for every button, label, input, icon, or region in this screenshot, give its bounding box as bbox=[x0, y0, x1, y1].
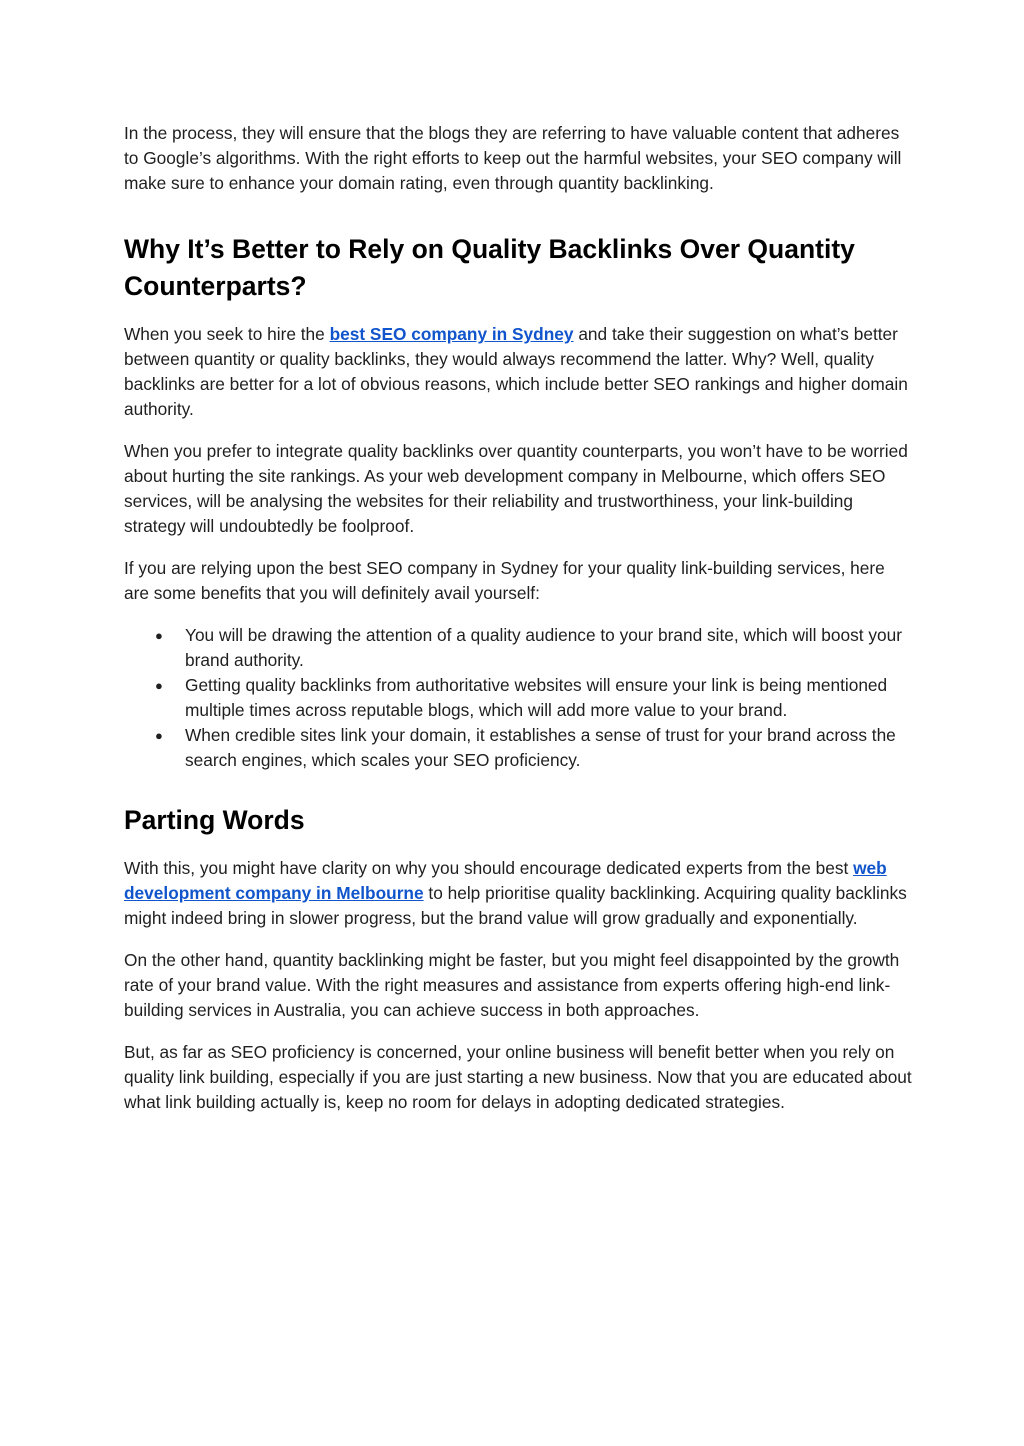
list-item bbox=[124, 623, 914, 673]
paragraph-text-before-link: With this, you might have clarity on why you should encourage dedicated experts from the best bbox=[124, 858, 854, 878]
bullet-icon: ● bbox=[155, 728, 163, 743]
link-web-development-company-melbourne[interactable]: web development company in Melbourne bbox=[124, 858, 887, 903]
intro-paragraph: In the process, they will ensure that the blogs they are referring to have valuable content that adheres to Google’s algorithms. With the right efforts to keep out the harmful websites, your SEO company will make sure to enhance your domain rating, even through quantity backlinking. bbox=[124, 123, 902, 193]
paragraph-hire-seo-company bbox=[124, 322, 914, 422]
document-page bbox=[124, 121, 914, 1115]
section-heading-quality-backlinks: Why It’s Better to Rely on Quality Backlinks Over Quantity Counterparts? bbox=[124, 234, 855, 301]
paragraph-seo-proficiency: But, as far as SEO proficiency is concerned, your online business will benefit better when you rely on quality link building, especially if you are just starting a new business. Now that you are educated about what link building actually is, keep no room for delays in adopting dedicated strategies. bbox=[124, 1042, 912, 1112]
list-item-text: Getting quality backlinks from authoritative websites will ensure your link is being mentioned multiple times across reputable blogs, which will add more value to your brand. bbox=[185, 675, 888, 720]
paragraph-text-after-link: and take their suggestion on what’s better between quantity or quality backlinks, they would always recommend the latter. Why? Well, quality backlinks are better for a lot of obvious reasons, which include better SEO rankings and higher domain authority. bbox=[124, 324, 908, 419]
paragraph-integrate-quality-backlinks: When you prefer to integrate quality backlinks over quantity counterparts, you won’t have to be worried about hurting the site rankings. As your web development company in Melbourne, which offers SEO services, will be analysing the websites for their reliability and trustworthiness, your link-building strategy will undoubtedly be foolproof. bbox=[124, 441, 908, 536]
section-heading-parting-words: Parting Words bbox=[124, 805, 305, 835]
paragraph-quantity-backlinking: On the other hand, quantity backlinking might be faster, but you might feel disappointed by the growth rate of your brand value. With the right measures and assistance from experts offering high-end link-building services in Australia, you can achieve success in both approaches. bbox=[124, 950, 900, 1020]
list-item-text: When credible sites link your domain, it establishes a sense of trust for your brand across the search engines, which scales your SEO proficiency. bbox=[185, 725, 896, 770]
benefits-list bbox=[124, 623, 914, 773]
list-item bbox=[124, 673, 914, 723]
link-best-seo-company-sydney[interactable]: best SEO company in Sydney bbox=[329, 324, 574, 344]
bullet-icon: ● bbox=[155, 628, 163, 643]
paragraph-text-before-link: When you seek to hire the bbox=[124, 324, 330, 344]
list-item bbox=[124, 723, 914, 773]
list-item-text: You will be drawing the attention of a quality audience to your brand site, which will boost your brand authority. bbox=[185, 625, 902, 670]
paragraph-text-after-link: to help prioritise quality backlinking. Acquiring quality backlinks might indeed bring in slower progress, but the brand value will grow gradually and exponentially. bbox=[124, 883, 907, 928]
paragraph-benefits-intro: If you are relying upon the best SEO company in Sydney for your quality link-building services, here are some benefits that you will definitely avail yourself: bbox=[124, 558, 885, 603]
bullet-icon: ● bbox=[155, 678, 163, 693]
paragraph-clarity bbox=[124, 856, 914, 931]
